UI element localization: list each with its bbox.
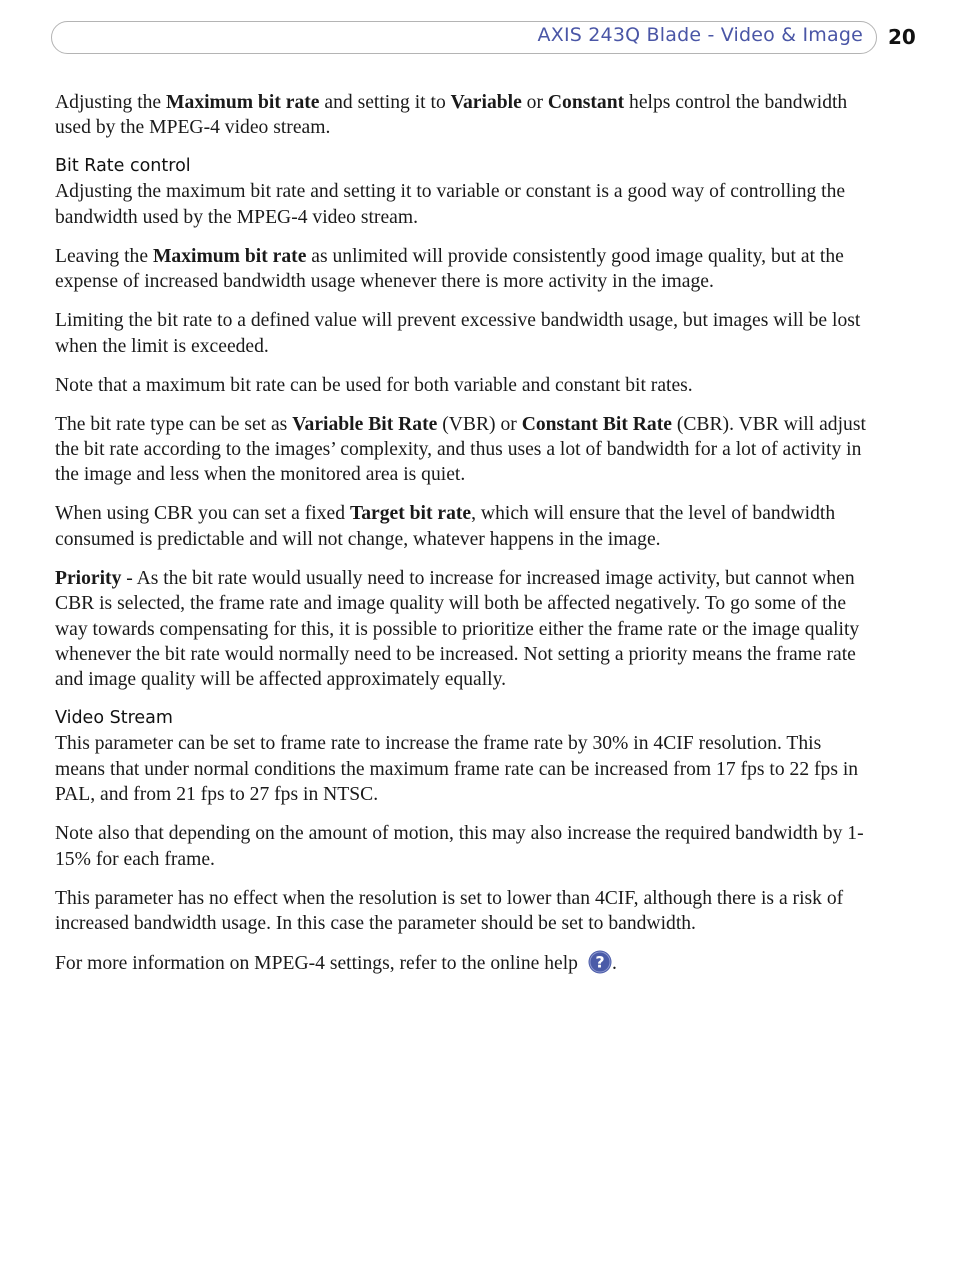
paragraph: The bit rate type can be set as Variable Bit Rate (VBR) or Constant Bit Rate (CBR). VBR will adjust the bit rate according to the images’ complexity, and thus uses a lot of bandwidth for a lot of activity in the image and less when the monitored area is quiet. [55, 413, 866, 486]
priority-paragraph: Priority - As the bit rate would usually need to increase for increased image activity, but cannot when CBR is selected, the frame rate and image quality will both be affected negatively. To go some of the way towards compensating for this, it is possible to prioritize either the frame rate or the image quality whenever the bit rate would normally need to be increased. Not setting a priority means the frame rate and image quality will be affected approximately equally. [55, 567, 860, 691]
page-number: 20 [888, 25, 916, 49]
section-heading-bit-rate-control: Bit Rate control [55, 156, 191, 177]
paragraph: Note also that depending on the amount of motion, this may also increase the required bandwidth by 1-15% for each frame. [55, 823, 864, 870]
header-title: AXIS 243Q Blade - Video & Image [537, 24, 863, 46]
paragraph: Limiting the bit rate to a defined value will prevent excessive bandwidth usage, but images will be lost when the limit is exceeded. [55, 310, 861, 357]
paragraph: This parameter has no effect when the resolution is set to lower than 4CIF, although there is a risk of increased bandwidth usage. In this case the parameter should be set to bandwidth. [55, 887, 844, 935]
paragraph: Note that a maximum bit rate can be used for both variable and constant bit rates. [55, 374, 693, 396]
help-icon[interactable] [588, 950, 612, 974]
svg-text:?: ? [595, 952, 605, 972]
paragraph: This parameter can be set to frame rate to increase the frame rate by 30% in 4CIF resolution. This means that under normal conditions the maximum frame rate can be increased from 17 fps to 22 fps in PAL, and from 21 fps to 27 fps in NTSC. [55, 733, 859, 806]
document-body [55, 90, 875, 990]
paragraph: Adjusting the maximum bit rate and setting it to variable or constant is a good way of controlling the bandwidth used by the MPEG-4 video stream. [55, 181, 846, 228]
section-heading-video-stream: Video Stream [55, 708, 173, 729]
online-help-paragraph: For more information on MPEG-4 settings, refer to the online help ? . [55, 950, 875, 976]
paragraph: When using CBR you can set a fixed Target bit rate, which will ensure that the level of bandwidth consumed is predictable and will not change, whatever happens in the image. [55, 503, 836, 550]
intro-paragraph: Adjusting the Maximum bit rate and setting it to Variable or Constant helps control the bandwidth used by the MPEG-4 video stream. [55, 92, 848, 139]
paragraph: Leaving the Maximum bit rate as unlimited will provide consistently good image quality, but at the expense of increased bandwidth usage whenever there is more activity in the image. [55, 245, 844, 293]
